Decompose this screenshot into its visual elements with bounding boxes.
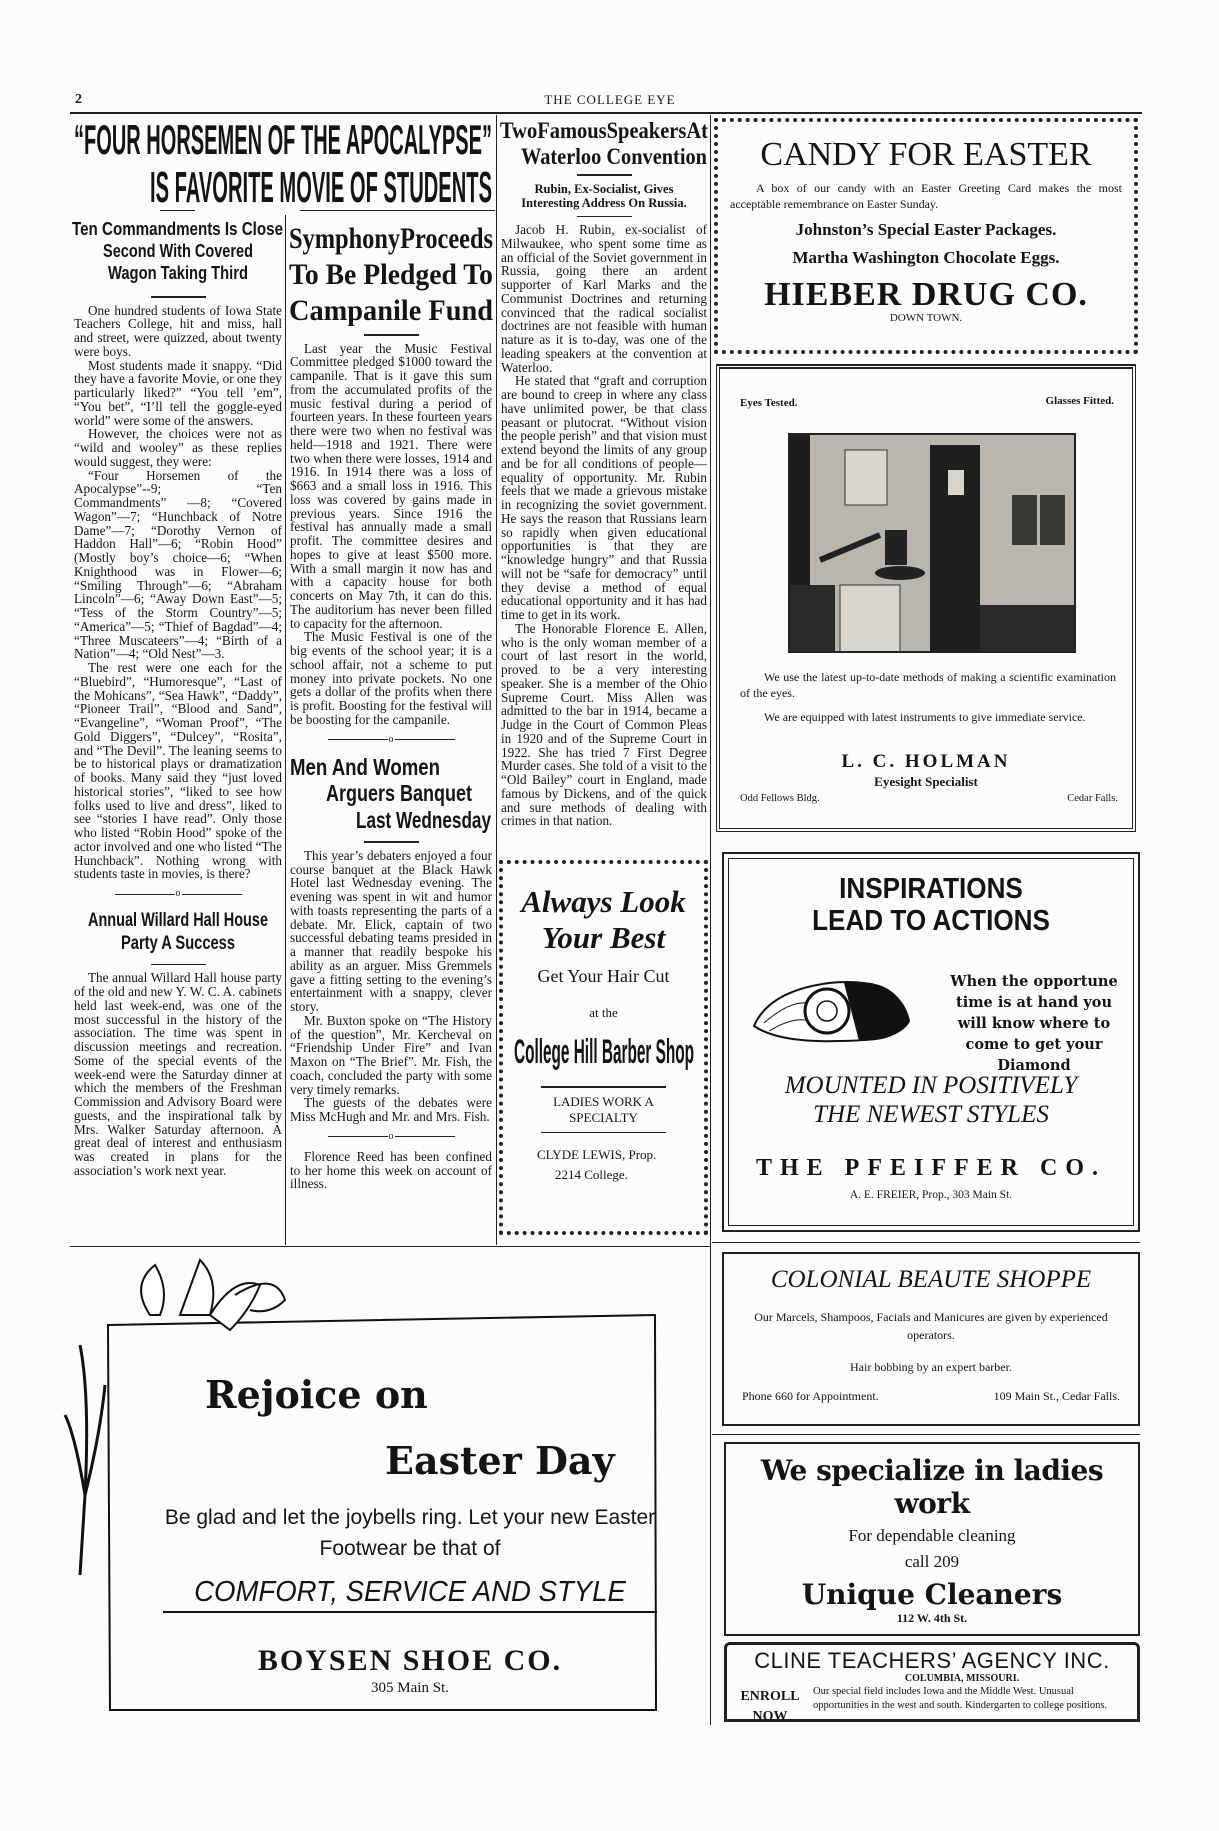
lead-subhead bbox=[72, 218, 284, 284]
ad-text: COLUMBIA, MISSOURI. bbox=[904, 1673, 1020, 1684]
headline-line: SymphonyProceeds bbox=[289, 222, 493, 255]
ad-text: Martha Washington Chocolate Eggs. bbox=[792, 248, 1060, 267]
ad-text: Our Marcels, Shampoos, Facials and Manicures are given by experienced operators. bbox=[754, 1310, 1108, 1342]
ad-text: Eyesight Specialist bbox=[874, 774, 978, 789]
ad-text: at the bbox=[589, 1005, 618, 1020]
ad-headline: COLONIAL BEAUTE SHOPPE bbox=[770, 1266, 1092, 1293]
ad-name: L. C. HOLMAN bbox=[841, 751, 1011, 772]
ad-text: call 209 bbox=[904, 1552, 960, 1571]
headline-line: Arguers Banquet bbox=[326, 779, 473, 806]
ad-text: We use the latest up-to-date methods of making a scientific examination of the eyes. bbox=[740, 670, 1116, 700]
ad-text: A. E. FREIER, Prop., 303 Main St. bbox=[849, 1189, 1013, 1201]
shop-name-text: College Hill Barber Shop bbox=[513, 1033, 694, 1071]
paragraph: The guests of the debates were Miss McHugh and Mr. and Mrs. Fish. bbox=[290, 1095, 492, 1124]
exam-room-photo bbox=[788, 433, 1076, 653]
lead-headline-line: “FOUR HORSEMEN OF THE APOCALYPSE” bbox=[74, 116, 492, 163]
paper-name: THE COLLEGE EYE bbox=[544, 92, 676, 107]
ad-text: SPECIALTY bbox=[569, 1109, 638, 1125]
firm-name: BOYSEN SHOE CO. bbox=[257, 1644, 563, 1677]
paragraph: Mr. Buxton spoke on “The History of the question”, Mr. Kercheval on “Friendship Under Fire” and Ivan Maxon on “The Brief”. Mr. Fish, the coach, concluded the party with some very timely remarks. bbox=[290, 1012, 492, 1097]
ad-headline: CLINE TEACHERS’ AGENCY INC. bbox=[754, 1648, 1110, 1673]
ad-text: Our special field includes Iowa and the Middle West. Unusual opportunities in the west and south. Kindergarten to college positions. bbox=[813, 1686, 1108, 1711]
ad-headline: CANDY FOR EASTER bbox=[760, 136, 1092, 173]
convention-subhead: Rubin, Ex-Socialist, Gives Interesting Address On Russia. bbox=[521, 181, 687, 210]
debaters-headline bbox=[290, 753, 492, 833]
ad-text: 2214 College. bbox=[555, 1167, 628, 1182]
lead-headline-line: IS FAVORITE MOVIE OF STUDENTS bbox=[150, 163, 492, 208]
column-rule bbox=[285, 215, 286, 1245]
paragraph: “Four Horsemen of the Apocalypse”--9; “Ten Commandments” —8; “Covered Wagon”—7; “Hunchback of Notre Dame”—7; “Dorothy Vernon of Haddon Hall”—6; “Robin Hood” (Mostly boy’s choice—6; “When Knighthood was in Flower—6; “Smiling Through”—6; “Abraham Lincoln”—6; “Away Down East”—5; “Tess of the Storm Country”—5; “America”—5; “Thief of Bagdad”—4; “Three Muscateers”—4; “Birth of a Nation”—4; “Old Nest”—3. bbox=[74, 467, 282, 662]
candy-ad bbox=[714, 118, 1138, 354]
headline-line: Annual Willard Hall House bbox=[88, 910, 268, 931]
paragraph: This year’s debaters enjoyed a four course banquet at the Black Hawk Hotel last Wednesday evening. The evening was spent in wit and humor with toasts representing the parts of a debate. Mr. Elick, captain of two successful debating teams presided in a manner that readily bespoke his ability as an arguer. Miss Gremmels gave a fitting setting to the evening’s entertainment with a snappy, clever story. bbox=[290, 847, 492, 1014]
ad-text: CLYDE LEWIS, Prop. bbox=[537, 1147, 657, 1162]
ad-text: ENROLL bbox=[740, 1689, 800, 1704]
lead-headline bbox=[72, 116, 494, 208]
pfeiffer-ad bbox=[722, 852, 1140, 1232]
ad-text: Johnston’s Special Easter Packages. bbox=[795, 220, 1057, 239]
subhead-line: Ten Commandments Is Close bbox=[72, 219, 283, 239]
ad-text: 305 Main St. bbox=[371, 1680, 449, 1696]
ad-text: Hair bobbing by an expert barber. bbox=[850, 1360, 1012, 1374]
headline-line: To Be Pledged To bbox=[289, 258, 493, 291]
ornament-rule: o bbox=[290, 1132, 492, 1142]
paragraph: One hundred students of Iowa State Teachers College, hit and miss, hall and street, were quizzed, about twenty were boys. bbox=[74, 302, 282, 359]
paragraph: Last year the Music Festival Committee pledged $1000 toward the campanile. That is it gave this sum from the accumulated profits of the music festival during a period of fourteen years. In these fourteen years there were two when no festival was held—1918 and 1921. There were two when there were losses, 1914 and 1916. In 1914 there was a loss of $663 and a small loss in 1916. This loss was covered by gains made in previous years. Since 1916 the festival has annually made a small profit. The committee desires and hopes to give at least $500 more. With a small margin it now has and with a capacity house for both concerts on May 7th, it can do this. The auditorium has never been filled to capacity for the afternoon. bbox=[290, 340, 492, 631]
holman-ad bbox=[716, 364, 1136, 832]
ad-text: Cedar Falls. bbox=[1067, 793, 1118, 804]
divider bbox=[160, 210, 195, 211]
page-number: 2 bbox=[75, 92, 82, 107]
headline-line: Campanile Fund bbox=[289, 294, 494, 326]
ad-text: 109 Main St., Cedar Falls. bbox=[993, 1389, 1120, 1403]
colonial-ad bbox=[722, 1252, 1140, 1426]
ad-text: Eyes Tested. bbox=[740, 397, 798, 409]
willard-headline bbox=[74, 907, 282, 955]
ornament-rule: o bbox=[74, 889, 282, 899]
headline-line: TwoFamousSpeakersAt bbox=[500, 118, 709, 143]
ad-text: Get Your Hair Cut bbox=[537, 966, 670, 986]
paragraph: However, the choices were not as “wild and wooley” as these replies would suggest, they were: bbox=[74, 426, 282, 469]
column-rule bbox=[496, 115, 497, 1245]
paragraph: Florence Reed has been confined to her home this week on account of illness. bbox=[290, 1148, 492, 1192]
enroll-now bbox=[731, 1687, 809, 1727]
barber-ad bbox=[499, 860, 708, 1235]
ad-text: Phone 660 for Appointment. bbox=[742, 1389, 879, 1403]
shop-name bbox=[509, 1031, 699, 1071]
ad-text: DOWN TOWN. bbox=[889, 312, 963, 324]
lead-article-body bbox=[74, 290, 282, 1178]
boysen-ad bbox=[110, 1330, 710, 1710]
headline-line: Waterloo Convention bbox=[521, 144, 708, 168]
photo-icon bbox=[790, 435, 1076, 653]
divider bbox=[712, 1434, 1140, 1435]
subhead-line: Wagon Taking Third bbox=[108, 263, 248, 283]
symphony-headline bbox=[288, 218, 494, 326]
divider bbox=[70, 1246, 710, 1247]
ad-text: We are equipped with latest instruments to give immediate service. bbox=[764, 710, 1086, 724]
top-rule bbox=[70, 112, 1142, 114]
ad-headline: We specialize in ladies work bbox=[760, 1454, 1104, 1520]
ornament-rule: o bbox=[290, 735, 492, 745]
paragraph: He stated that “graft and corruption are bound to creep in where any class have unlimited power, be that class peasant or plutocrat. “Without vision the people perish” and that vision must extend beyond the limits of any group and be for all conditions of people—equality of opportunity. Mr. Rubin feels that we made a grievous mistake in recognizing the soviet government. He says the reason that Russians learn so rapidly when given educational opportunities is that they are “knowledge hungry” and that Russia will not be “safe for democracy” until they devise a method of equal educational opportunity and it has had time to get in its work. bbox=[501, 373, 707, 622]
ad-text: NOW bbox=[752, 1709, 788, 1724]
ad-text: LADIES WORK A bbox=[553, 1093, 654, 1109]
cline-ad bbox=[724, 1642, 1140, 1722]
headline-line: Men And Women bbox=[290, 753, 440, 780]
convention-article-body bbox=[501, 168, 707, 828]
symphony-article-body bbox=[290, 328, 492, 1191]
ad-text: A box of our candy with an Easter Greeting Card makes the most acceptable remembrance on Easter Sunday. bbox=[730, 181, 1122, 211]
divider bbox=[300, 210, 495, 211]
convention-headline bbox=[499, 116, 709, 168]
cleaners-ad bbox=[724, 1442, 1140, 1636]
paragraph: The Honorable Florence E. Allen, who is the only woman member of a court of last resort in the world, proved to be a very interesting speaker. She is a member of the Ohio Supreme Court. Miss Allen was admitted to the bar in 1914, became a Judge in the Court of Common Pleas in 1920 and of the Supreme Court in 1922. She has tried 7 First Degree Murder cases. She told of a visit to the “Old Bailey” court in England, made famous by Dickens, and of the quick and sure methods of dealing with crimes in that nation. bbox=[501, 620, 707, 829]
firm-name: THE PFEIFFER CO. bbox=[755, 1155, 1106, 1181]
ad-headline: Rejoice on bbox=[205, 1372, 428, 1417]
paragraph: The rest were one each for the “Bluebird”, “Humoresque”, “Last of the Mohicans”, “Sea Hawk”, “Daddy”, “Pioneer Trail”, “Blood and Sand”, “Evangeline”, “Woman Proof”, “The Gold Diggers”, “Dulcey”, “Rosita”, and “The Devil”. The leaning seems to be to historical plays or dramatization of books. Many said they “just loved historical stories”, “liked to see how folks used to live and dress”, liked to see “stories I have read”. Only those who listed “Robin Hood” spoke of the actor involved and one who listed “The Hunchback”. Nothing wrong with students taste in movies, is there? bbox=[74, 660, 283, 882]
firm-name: Unique Cleaners bbox=[801, 1578, 1063, 1611]
headline-line: Last Wednesday bbox=[356, 806, 492, 833]
ad-headline: Always Look bbox=[521, 884, 686, 919]
ad-text: When the opportune time is at hand you will know where to come to get your Diamond bbox=[950, 973, 1118, 1074]
diamond-ring-icon bbox=[749, 971, 914, 1051]
ad-text: Glasses Fitted. bbox=[1045, 395, 1114, 407]
ad-text: 112 W. 4th St. bbox=[896, 1611, 968, 1625]
firm-name: HIEBER DRUG CO. bbox=[764, 276, 1088, 313]
divider bbox=[712, 1242, 1140, 1243]
ad-headline: INSPIRATIONS bbox=[839, 873, 1023, 905]
headline-line: Party A Success bbox=[121, 933, 235, 954]
ad-headline: Easter Day bbox=[385, 1438, 615, 1483]
ad-headline: Your Best bbox=[541, 920, 666, 955]
ad-text: MOUNTED IN POSITIVELY bbox=[784, 1072, 1078, 1099]
paragraph: The Music Festival is one of the big events of the school year; it is a school affair, not a scheme to put money into private pockets. No one gets a dollar of the profits when there is profit. Boosting for the festival will be boosting for the campanile. bbox=[290, 629, 492, 727]
paragraph: Jacob H. Rubin, ex-socialist of Milwaukee, who spent some time as an official of the Soviet government in Russia, going there an ardent supporter of Karl Marks and the Communist Doctrines and returning convinced that the radical socialist doctrines are not feasible with human nature as it is to-day, was one of the leading speakers at the convention at Waterloo. bbox=[501, 222, 707, 375]
ad-text: Be glad and let the joybells ring. Let your new Easter Footwear be that of bbox=[164, 1506, 656, 1560]
paragraph: The annual Willard Hall house party of the old and new Y. W. C. A. cabinets held last week-end, was one of the most successful in the history of the association. The time was spent in discussion meetings and recreation. Some of the special events of the week-end were the Saturday dinner at which the members of the Freshman Commission and Advisory Board were guests, and the inspirational talk by Mrs. Walker Saturday afternoon. A great deal of interest and enthusiasm was created in plans for the association’s work next year. bbox=[74, 970, 282, 1178]
ad-text: THE NEWEST STYLES bbox=[813, 1101, 1049, 1128]
ad-headline: LEAD TO ACTIONS bbox=[812, 905, 1050, 937]
ad-text: For dependable cleaning bbox=[848, 1526, 1016, 1545]
paragraph: Most students made it snappy. “Did they have a favorite Movie, or one they particularly liked?” “You tell ’em”, “You bet”, “I’ll tell the goggle-eyed world” were some of the answers. bbox=[74, 357, 282, 428]
ad-slogan: COMFORT, SERVICE AND STYLE bbox=[163, 1576, 657, 1613]
subhead-line: Second With Covered bbox=[103, 241, 253, 261]
ad-text: Odd Fellows Bldg. bbox=[740, 793, 820, 804]
